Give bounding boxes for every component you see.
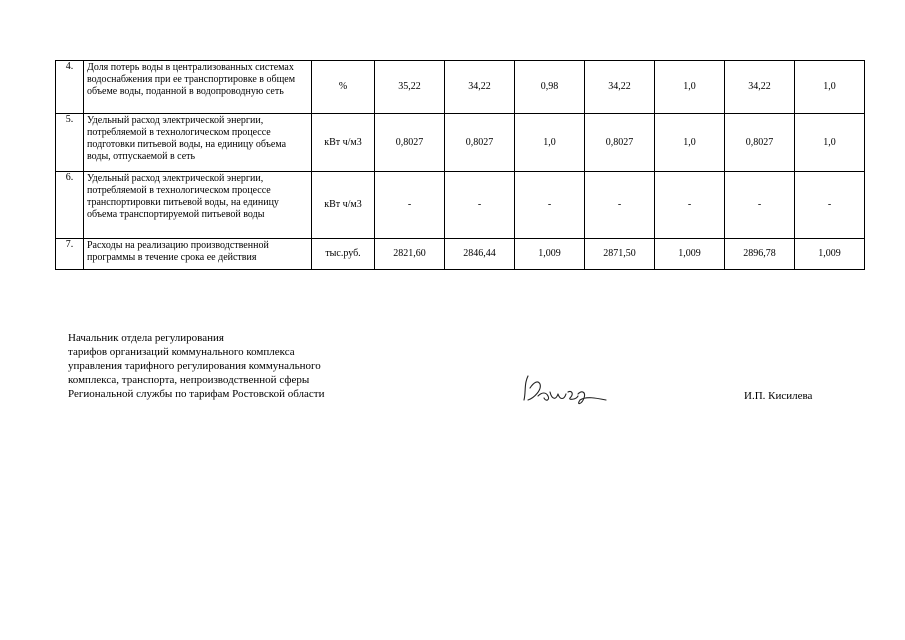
row-value: - <box>445 172 515 239</box>
row-value: 34,22 <box>585 61 655 114</box>
row-value: 2846,44 <box>445 239 515 270</box>
signatory-title-line: Региональной службы по тарифам Ростовской области <box>68 388 325 400</box>
row-value: 1,0 <box>655 114 725 172</box>
row-unit: кВт ч/м3 <box>312 172 375 239</box>
row-value: - <box>515 172 585 239</box>
row-value: 35,22 <box>375 61 445 114</box>
signatory-title-line: управления тарифного регулирования коммунального <box>68 360 321 372</box>
table-row <box>56 61 865 114</box>
row-number: 4. <box>56 61 84 114</box>
row-unit: тыс.руб. <box>312 239 375 270</box>
row-unit: кВт ч/м3 <box>312 114 375 172</box>
row-value: - <box>655 172 725 239</box>
row-number: 5. <box>56 114 84 172</box>
row-number: 6. <box>56 172 84 239</box>
row-value: 34,22 <box>445 61 515 114</box>
row-value: 0,8027 <box>375 114 445 172</box>
row-value: 2896,78 <box>725 239 795 270</box>
row-value: 2821,60 <box>375 239 445 270</box>
signatory-title-line: комплекса, транспорта, непроизводственной сферы <box>68 374 310 386</box>
row-value: - <box>795 172 865 239</box>
row-unit: % <box>312 61 375 114</box>
row-value: 0,8027 <box>445 114 515 172</box>
row-value: 1,0 <box>515 114 585 172</box>
row-value: 0,98 <box>515 61 585 114</box>
table-row <box>56 172 865 239</box>
signatory-title-line: Начальник отдела регулирования <box>68 332 224 344</box>
row-description: Удельный расход электрической энергии, потребляемой в технологическом процессе транспортировки питьевой воды, на единицу объема транспортируемой питьевой воды <box>84 172 312 239</box>
row-value: 1,0 <box>795 114 865 172</box>
row-value: 1,009 <box>515 239 585 270</box>
table-row <box>56 114 865 172</box>
row-description: Расходы на реализацию производственной программы в течение срока ее действия <box>84 239 312 270</box>
row-value: 1,0 <box>795 61 865 114</box>
row-value: 34,22 <box>725 61 795 114</box>
row-value: - <box>375 172 445 239</box>
row-value: 1,0 <box>655 61 725 114</box>
row-description: Удельный расход электрической энергии, потребляемой в технологическом процессе подготовки питьевой воды, на единицу объема воды, отпускаемой в сеть <box>84 114 312 172</box>
signatory-title-line: тарифов организаций коммунального комплекса <box>68 346 295 358</box>
signatory-title <box>68 331 325 401</box>
row-value: - <box>725 172 795 239</box>
signatory-name: И.П. Кисилева <box>744 390 813 402</box>
row-value: 2871,50 <box>585 239 655 270</box>
row-value: 1,009 <box>655 239 725 270</box>
handwritten-signature <box>520 370 612 410</box>
row-description: Доля потерь воды в централизованных системах водоснабжения при ее транспортировке в общем объеме воды, поданной в водопроводную сеть <box>84 61 312 114</box>
indicators-table <box>55 60 865 270</box>
table-row <box>56 239 865 270</box>
row-value: 0,8027 <box>725 114 795 172</box>
row-number: 7. <box>56 239 84 270</box>
row-value: - <box>585 172 655 239</box>
row-value: 1,009 <box>795 239 865 270</box>
row-value: 0,8027 <box>585 114 655 172</box>
